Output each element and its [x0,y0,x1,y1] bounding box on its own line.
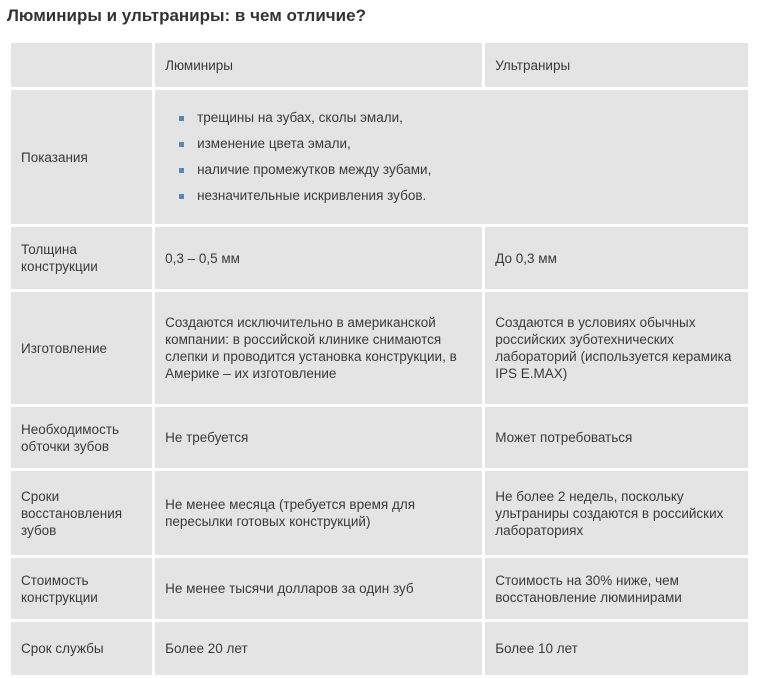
table-row [11,227,748,289]
list-item-text: трещины на зубах, сколы эмали, [197,110,403,125]
list-item-text: незначительные искривления зубов. [197,188,427,203]
ultraniry-cell: Более 10 лет [485,622,748,675]
row-label: Показания [11,90,152,224]
square-bullet-icon [179,116,184,121]
luminiry-cell: 0,3 – 0,5 мм [155,227,482,289]
header-cell-empty [11,43,152,87]
indications-cell [155,90,748,224]
ultraniry-cell: Может потребоваться [485,407,748,468]
table-header-row [11,43,748,87]
square-bullet-icon [179,194,184,199]
list-item [173,105,738,131]
luminiry-cell: Не менее тысячи долларов за один зуб [155,558,482,619]
table-row [11,407,748,468]
table-row [11,558,748,619]
ultraniry-cell: Не более 2 недель, поскольку ультраниры создаются в российских лабораториях [485,471,748,555]
indications-list [165,105,738,209]
comparison-table [8,40,751,678]
square-bullet-icon [179,142,184,147]
luminiry-cell: Не требуется [155,407,482,468]
square-bullet-icon [179,168,184,173]
table-row [11,622,748,675]
list-item-text: наличие промежутков между зубами, [197,162,432,177]
page-title: Люминиры и ультраниры: в чем отличие? [7,6,366,25]
ultraniry-cell: До 0,3 мм [485,227,748,289]
luminiry-cell: Создаются исключительно в американской компании: в российской клинике снимаются слепки и проводится установка конструкции, в Америке – их изготовление [155,292,482,404]
list-item [173,131,738,157]
luminiry-cell: Более 20 лет [155,622,482,675]
row-label: Сроки восстановления зубов [11,471,152,555]
list-item-text: изменение цвета эмали, [197,136,351,151]
luminiry-cell: Не менее месяца (требуется время для пересылки готовых конструкций) [155,471,482,555]
ultraniry-cell: Создаются в условиях обычных российских зуботехнических лабораторий (используется керамика IPS E.MAX) [485,292,748,404]
list-item [173,183,738,209]
header-cell-ultraniry: Ультраниры [485,43,748,87]
row-label: Толщина конструкции [11,227,152,289]
table-row [11,292,748,404]
ultraniry-cell: Стоимость на 30% ниже, чем восстановление люминирами [485,558,748,619]
header-cell-luminiry: Люминиры [155,43,482,87]
row-label: Изготовление [11,292,152,404]
table-row [11,471,748,555]
row-label: Срок службы [11,622,152,675]
row-label: Необходимость обточки зубов [11,407,152,468]
row-label: Стоимость конструкции [11,558,152,619]
table-row-indications [11,90,748,224]
list-item [173,157,738,183]
